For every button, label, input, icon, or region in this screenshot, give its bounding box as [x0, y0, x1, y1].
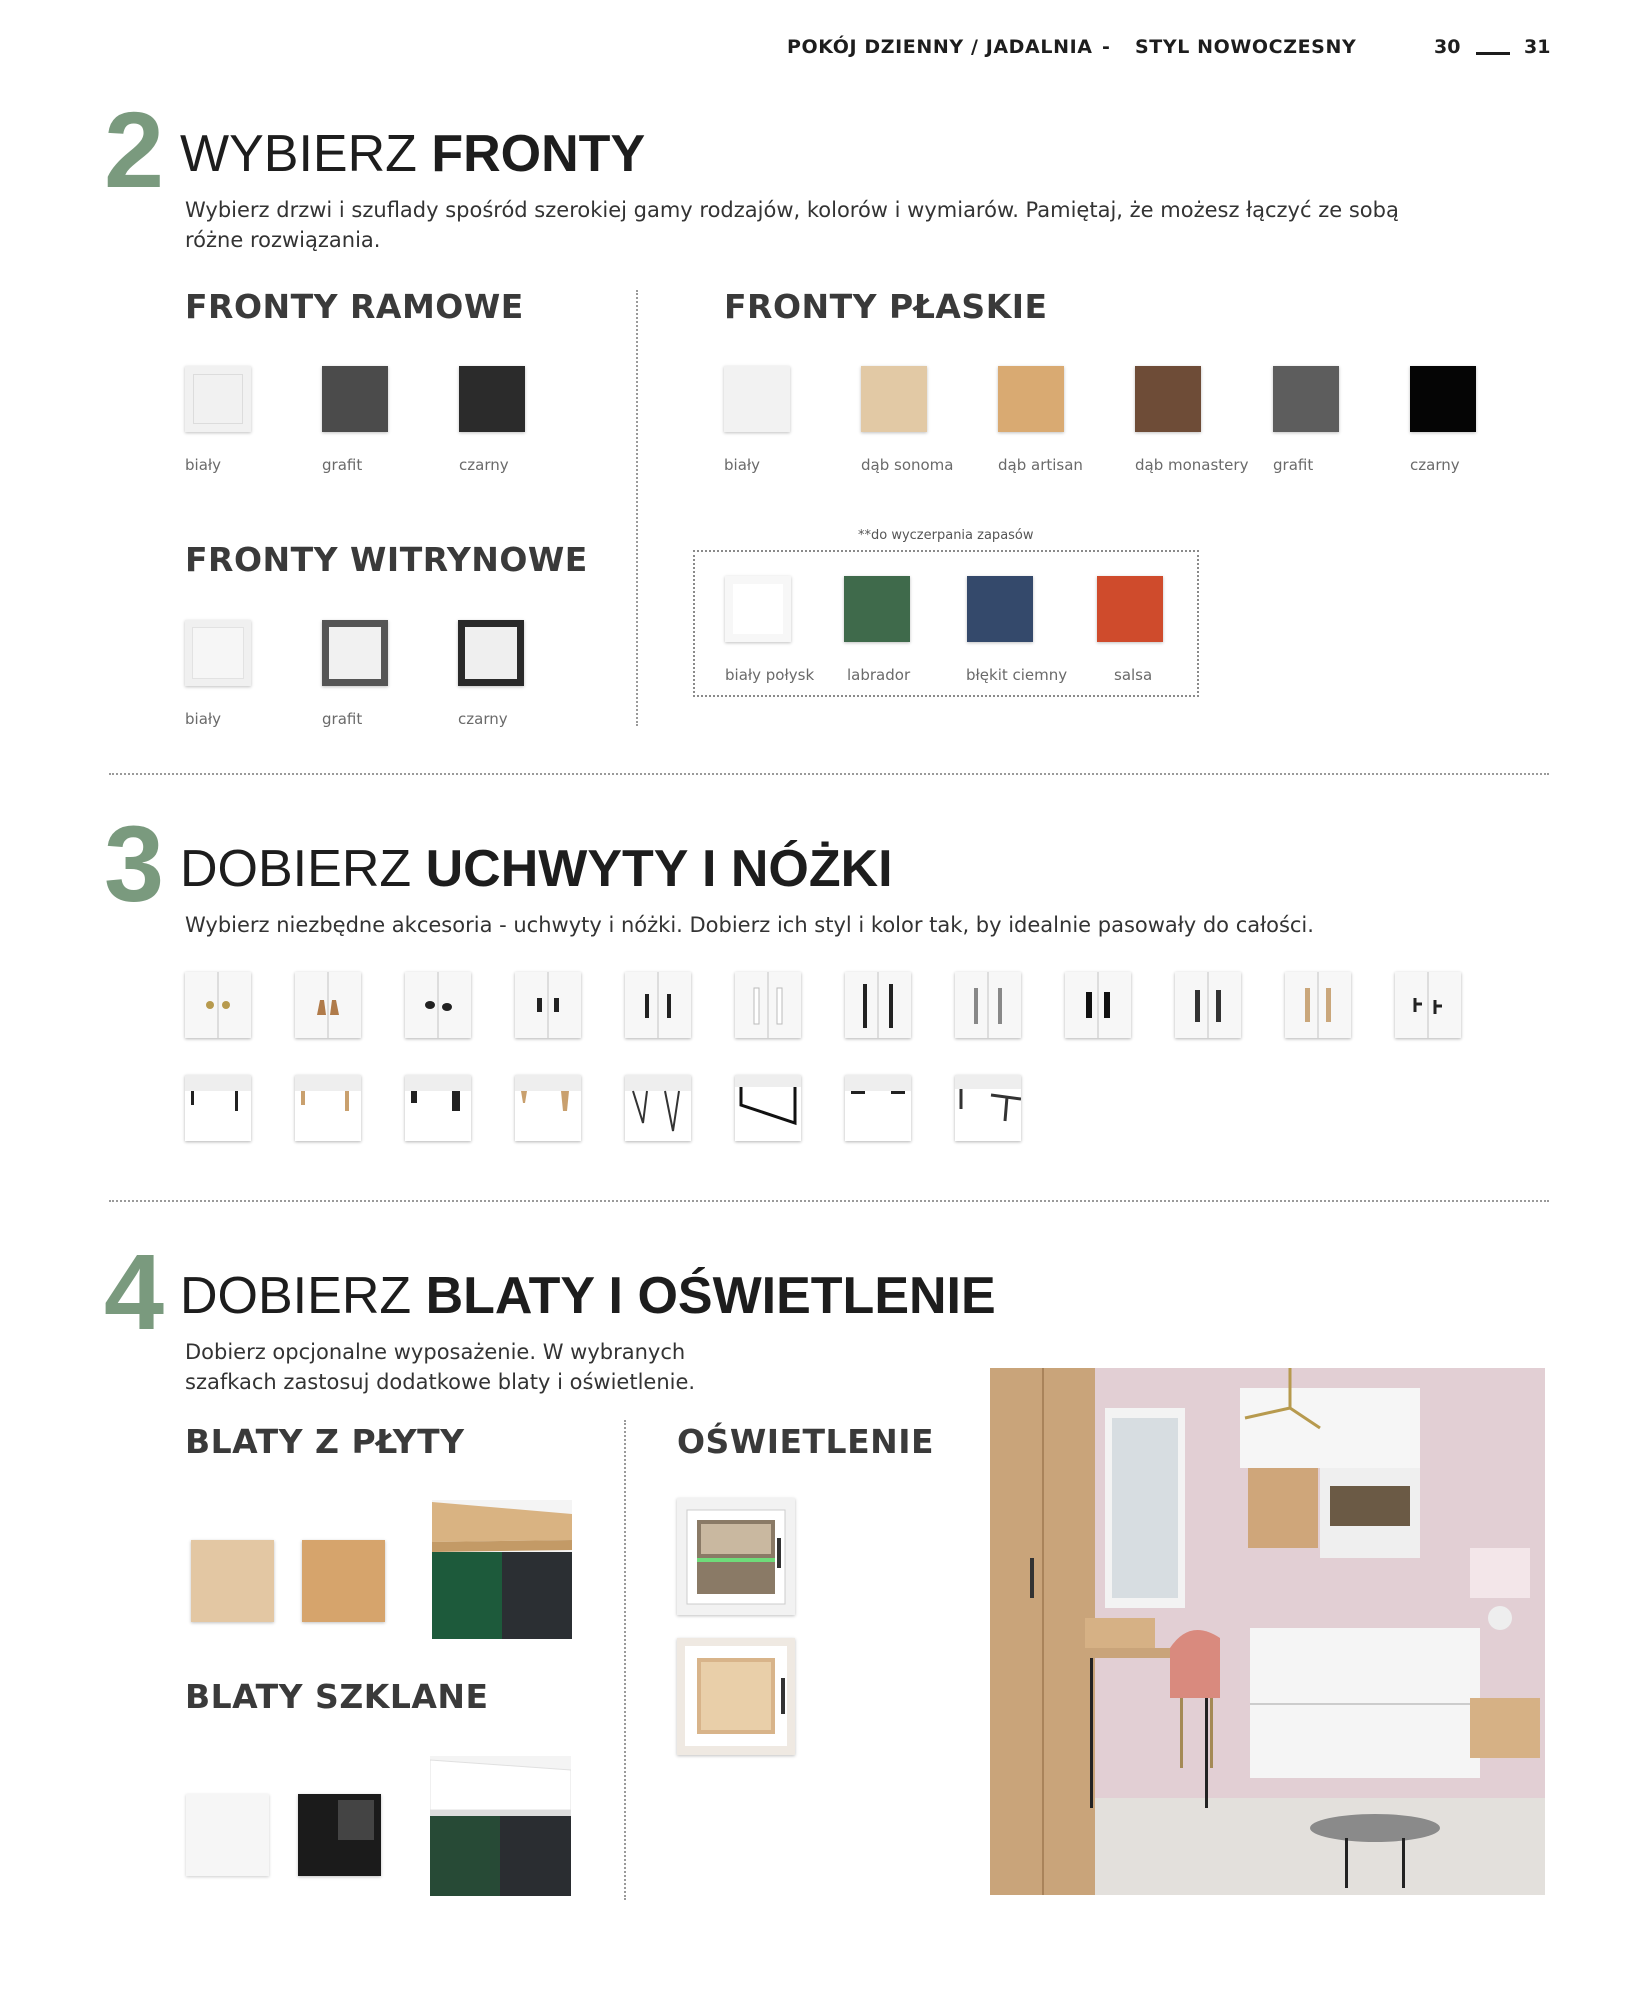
label-plaskie-3: dąb monastery	[1135, 456, 1249, 474]
step2-title-bold: FRONTY	[431, 125, 646, 183]
blaty-z-plyty-title: BLATY Z PŁYTY	[185, 1422, 465, 1461]
swatch-ramowe-grafit[interactable]	[322, 366, 388, 432]
step3-description: Wybierz niezbędne akcesoria - uchwyty i nóżki. Dobierz ich styl i kolor tak, by idealnie pasowały do całości.	[185, 913, 1314, 937]
swatch-ramowe-czarny[interactable]	[459, 366, 525, 432]
step-number-4: 4	[104, 1231, 165, 1352]
label-stock-3: salsa	[1114, 666, 1153, 684]
label-witrynowe-0: biały	[185, 710, 222, 728]
blat-szklo-photo	[430, 1756, 571, 1896]
swatch-plaskie-dab-sonoma[interactable]	[861, 366, 927, 432]
swatch-witrynowe-bialy[interactable]	[185, 620, 251, 686]
header-separator: -	[1102, 36, 1111, 58]
fronty-plaskie-title: FRONTY PŁASKIE	[724, 287, 1048, 326]
label-ramowe-0: biały	[185, 456, 222, 474]
swatch-plaskie-grafit[interactable]	[1273, 366, 1339, 432]
lighting-photo-2	[677, 1638, 795, 1755]
label-plaskie-5: czarny	[1410, 456, 1460, 474]
step3-title-light: DOBIERZ	[180, 840, 412, 898]
page-number-left: 30	[1434, 36, 1461, 58]
handle-long-grey-icon[interactable]	[955, 972, 1021, 1038]
section-divider-2	[109, 1200, 1549, 1202]
fronty-witrynowe-title: FRONTY WITRYNOWE	[185, 540, 588, 579]
swatch-ramowe-bialy[interactable]	[185, 366, 251, 432]
step-number-3: 3	[104, 803, 165, 924]
step3-title	[180, 840, 893, 898]
handle-wood-icon[interactable]	[1285, 972, 1351, 1038]
label-witrynowe-2: czarny	[458, 710, 508, 728]
oswietlenie-title: OŚWIETLENIE	[677, 1422, 935, 1461]
lighting-photo-1	[677, 1498, 795, 1615]
handle-long-white-icon[interactable]	[735, 972, 801, 1038]
page-number-right: 31	[1524, 36, 1551, 58]
leg-slim-icon[interactable]	[845, 1075, 911, 1141]
label-plaskie-2: dąb artisan	[998, 456, 1083, 474]
handle-bar-grey-icon[interactable]	[1175, 972, 1241, 1038]
leg-angled-icon[interactable]	[955, 1075, 1021, 1141]
vertical-divider-blaty	[624, 1420, 626, 1900]
step2-title	[180, 125, 646, 183]
step4-description-line1: Dobierz opcjonalne wyposażenie. W wybranych	[185, 1340, 686, 1364]
leg-wood-icon[interactable]	[295, 1075, 361, 1141]
step-number-2: 2	[104, 89, 165, 210]
leg-cylinder-black-icon[interactable]	[405, 1075, 471, 1141]
handle-long-black-icon[interactable]	[845, 972, 911, 1038]
label-plaskie-0: biały	[724, 456, 761, 474]
step2-title-light: WYBIERZ	[180, 125, 417, 183]
blat-plyta-photo	[432, 1500, 572, 1639]
step4-description-line2: szafkach zastosuj dodatkowe blaty i oświetlenie.	[185, 1370, 696, 1394]
step3-title-bold: UCHWYTY I NÓŻKI	[425, 840, 893, 898]
label-ramowe-2: czarny	[459, 456, 509, 474]
swatch-blat-szklo-czarny[interactable]	[298, 1794, 381, 1876]
step4-title	[180, 1267, 996, 1325]
swatch-plaskie-czarny[interactable]	[1410, 366, 1476, 432]
swatch-blat-plyta-jasny[interactable]	[191, 1540, 274, 1622]
swatch-plaskie-bialy[interactable]	[724, 366, 790, 432]
vertical-divider-fronty	[636, 290, 638, 726]
swatch-witrynowe-grafit[interactable]	[322, 620, 388, 686]
knob-black-icon[interactable]	[405, 972, 471, 1038]
swatch-plaskie-dab-monastery[interactable]	[1135, 366, 1201, 432]
label-witrynowe-1: grafit	[322, 710, 363, 728]
fronty-ramowe-title: FRONTY RAMOWE	[185, 287, 524, 326]
label-stock-2: błękit ciemny	[966, 666, 1068, 684]
leg-frame-icon[interactable]	[735, 1075, 801, 1141]
step4-title-light: DOBIERZ	[180, 1267, 412, 1325]
label-plaskie-1: dąb sonoma	[861, 456, 954, 474]
blaty-szklane-title: BLATY SZKLANE	[185, 1677, 489, 1716]
label-stock-0: biały połysk	[725, 666, 815, 684]
label-ramowe-1: grafit	[322, 456, 363, 474]
handle-bar-black-icon[interactable]	[1065, 972, 1131, 1038]
swatch-labrador[interactable]	[844, 576, 910, 642]
knob-wood-icon[interactable]	[295, 972, 361, 1038]
swatch-blat-plyta-ciemny[interactable]	[302, 1540, 385, 1622]
section-divider-1	[109, 773, 1549, 775]
swatch-plaskie-dab-artisan[interactable]	[998, 366, 1064, 432]
handle-short-black-icon[interactable]	[515, 972, 581, 1038]
label-stock-1: labrador	[847, 666, 911, 684]
leg-thin-black-icon[interactable]	[185, 1075, 251, 1141]
swatch-blat-szklo-bialy[interactable]	[186, 1794, 269, 1876]
label-plaskie-4: grafit	[1273, 456, 1314, 474]
room-interior-photo	[990, 1368, 1545, 1895]
knob-gold-icon[interactable]	[185, 972, 251, 1038]
swatch-blekit-ciemny[interactable]	[967, 576, 1033, 642]
step4-title-bold: BLATY I OŚWIETLENIE	[425, 1267, 996, 1325]
stock-note: **do wyczerpania zapasów	[858, 528, 1034, 543]
leg-cone-wood-icon[interactable]	[515, 1075, 581, 1141]
leg-hairpin-icon[interactable]	[625, 1075, 691, 1141]
page-divider	[1476, 52, 1510, 55]
handle-tab-black-icon[interactable]	[1395, 972, 1461, 1038]
handle-medium-black-icon[interactable]	[625, 972, 691, 1038]
swatch-bialy-polysk[interactable]	[725, 576, 791, 642]
header-style: STYL NOWOCZESNY	[1135, 36, 1357, 58]
swatch-witrynowe-czarny[interactable]	[458, 620, 524, 686]
swatch-salsa[interactable]	[1097, 576, 1163, 642]
header-category: POKÓJ DZIENNY / JADALNIA	[787, 36, 1093, 58]
step2-description: Wybierz drzwi i szuflady spośród szerokiej gamy rodzajów, kolorów i wymiarów. Pamiętaj, że możesz łączyć ze sobą różne rozwiązania.	[185, 198, 1399, 252]
